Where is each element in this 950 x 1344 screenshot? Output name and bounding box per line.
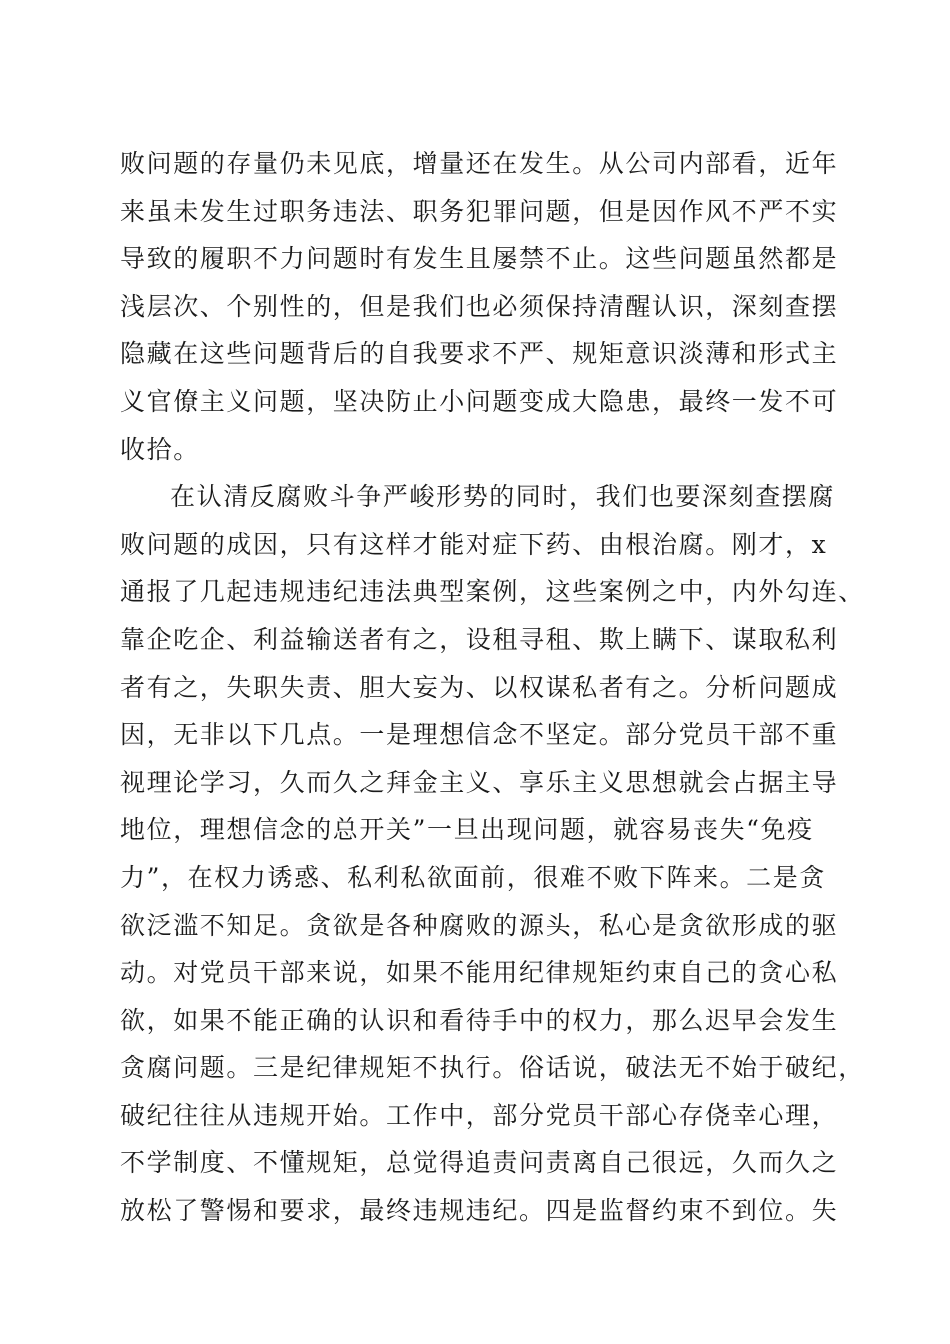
text-line: 欲泛滥不知足。贪欲是各种腐败的源头，私心是贪欲形成的驱 <box>120 910 839 940</box>
paragraph-2 <box>120 473 865 1235</box>
text-line: 不学制度、不懂规矩，总觉得追责问责离自己很远，久而久之 <box>120 1148 839 1178</box>
text-line: 力”，在权力诱惑、私利私欲面前，很难不败下阵来。二是贪 <box>120 862 826 892</box>
text-line: 视理论学习，久而久之拜金主义、享乐主义思想就会占据主导 <box>120 767 839 797</box>
paragraph-1 <box>120 140 840 473</box>
text-line: 者有之，失职失责、胆大妄为、以权谋私者有之。分析问题成 <box>120 672 839 702</box>
text-line: 贪腐问题。三是纪律规矩不执行。俗话说，破法无不始于破纪， <box>120 1053 865 1083</box>
text-line: 来虽未发生过职务违法、职务犯罪问题，但是因作风不严不实 <box>120 196 839 226</box>
text-line: 靠企吃企、利益输送者有之，设租寻租、欺上瞒下、谋取私利 <box>120 624 839 654</box>
text-line: 因，无非以下几点。一是理想信念不坚定。部分党员干部不重 <box>120 720 839 750</box>
text-line: 放松了警惕和要求，最终违规违纪。四是监督约束不到位。失 <box>120 1196 839 1226</box>
text-line: 浅层次、个别性的，但是我们也必须保持清醒认识，深刻查摆 <box>120 291 839 321</box>
text-line: 破纪往往从违规开始。工作中，部分党员干部心存侥幸心理， <box>120 1100 839 1130</box>
text-line: 收拾。 <box>120 434 200 464</box>
text-line: 义官僚主义问题，坚决防止小问题变成大隐患，最终一发不可 <box>120 386 839 416</box>
body-text <box>120 140 865 1235</box>
text-line: 败问题的存量仍未见底，增量还在发生。从公司内部看，近年 <box>120 149 839 178</box>
text-line: 地位，理想信念的总开关”一旦出现问题，就容易丧失“免疫 <box>120 815 814 845</box>
text-line: 动。对党员干部来说，如果不能用纪律规矩约束自己的贪心私 <box>120 958 839 988</box>
text-line: 败问题的成因，只有这样才能对症下药、由根治腐。刚才，x <box>120 529 828 559</box>
text-line: 在认清反腐败斗争严峻形势的同时，我们也要深刻查摆腐 <box>170 482 836 512</box>
text-line: 隐藏在这些问题背后的自我要求不严、规矩意识淡薄和形式主 <box>120 339 839 369</box>
text-line: 欲，如果不能正确的认识和看待手中的权力，那么迟早会发生 <box>120 1005 839 1035</box>
text-line: 导致的履职不力问题时有发生且屡禁不止。这些问题虽然都是 <box>120 244 839 274</box>
text-line: 通报了几起违规违纪违法典型案例，这些案例之中，内外勾连、 <box>120 577 865 607</box>
